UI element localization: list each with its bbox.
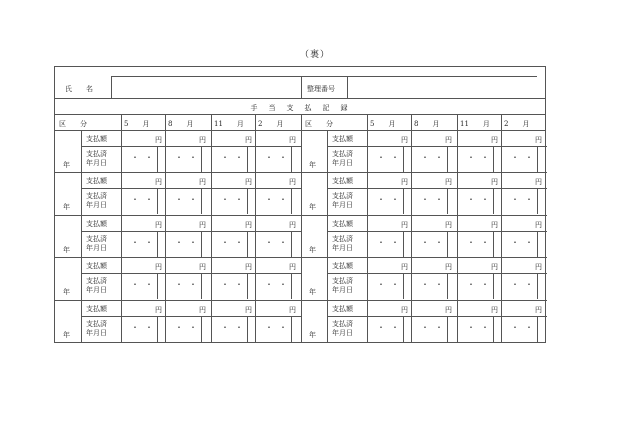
payment-amount-cell[interactable] — [165, 215, 209, 231]
year-label: 年 — [309, 245, 316, 254]
year-label: 年 — [63, 245, 70, 254]
month-header: 5 月 — [124, 120, 150, 128]
date-dots: ・・ — [175, 153, 203, 162]
payment-amount-cell[interactable] — [367, 257, 411, 273]
grid-line — [111, 76, 112, 98]
year-label: 年 — [63, 161, 70, 169]
yen-unit: 円 — [401, 178, 408, 187]
month-header: 11 月 — [214, 120, 244, 128]
payment-amount-cell[interactable] — [165, 257, 209, 273]
payment-amount-cell[interactable] — [255, 257, 299, 273]
payment-amount-cell[interactable] — [457, 300, 501, 316]
payment-amount-cell[interactable] — [255, 172, 299, 188]
payment-amount-label: 支払額 — [86, 135, 107, 143]
payment-amount-cell[interactable] — [501, 257, 545, 273]
payment-date-cell[interactable] — [165, 273, 209, 299]
date-dots: ・・ — [467, 322, 495, 332]
date-dots: ・・ — [221, 280, 249, 290]
date-dots: ・・ — [377, 280, 405, 290]
payment-date-label: 年月日 — [332, 243, 353, 252]
date-dots: ・・ — [131, 280, 159, 290]
payment-date-label: 支払済 — [86, 277, 107, 286]
yen-unit: 円 — [535, 136, 542, 144]
date-dots: ・・ — [511, 322, 539, 332]
payment-amount-cell[interactable] — [411, 215, 455, 231]
payment-date-label: 年月日 — [86, 159, 107, 167]
payment-date-cell[interactable] — [367, 231, 411, 257]
yen-unit: 円 — [491, 220, 498, 229]
payment-date-cell[interactable] — [457, 231, 501, 257]
date-dots: ・・ — [175, 195, 203, 205]
page-heading: （裏） — [299, 50, 330, 60]
payment-amount-label: 支払額 — [86, 262, 107, 271]
month-header: 2 月 — [258, 120, 284, 128]
payment-amount-cell[interactable] — [411, 300, 455, 316]
payment-amount-cell[interactable] — [367, 215, 411, 231]
yen-unit: 円 — [245, 220, 252, 229]
payment-amount-cell[interactable] — [255, 300, 299, 316]
year-label: 年 — [63, 330, 70, 339]
date-dots: ・・ — [265, 322, 293, 332]
month-header: 2 月 — [504, 120, 530, 128]
date-dots: ・・ — [511, 195, 539, 205]
yen-unit: 円 — [199, 263, 206, 272]
yen-unit: 円 — [491, 178, 498, 187]
payment-date-cell[interactable] — [457, 316, 501, 342]
grid-line — [55, 98, 545, 99]
payment-date-cell[interactable] — [165, 188, 209, 214]
name-field[interactable] — [111, 76, 301, 98]
yen-unit: 円 — [445, 178, 452, 187]
yen-unit: 円 — [199, 178, 206, 187]
date-dots: ・・ — [221, 195, 249, 205]
date-dots: ・・ — [421, 153, 449, 162]
payment-amount-cell[interactable] — [211, 257, 255, 273]
date-dots: ・・ — [175, 237, 203, 247]
payment-date-cell[interactable] — [501, 316, 545, 342]
yen-unit: 円 — [401, 305, 408, 314]
yen-unit: 円 — [289, 178, 296, 187]
payment-date-cell[interactable] — [255, 316, 299, 342]
date-dots: ・・ — [511, 237, 539, 247]
payment-date-label: 年月日 — [332, 159, 353, 167]
payment-date-cell[interactable] — [501, 188, 545, 214]
payment-date-label: 年月日 — [86, 201, 107, 210]
payment-amount-cell[interactable] — [121, 300, 165, 316]
payment-date-label: 年月日 — [86, 286, 107, 295]
payment-amount-cell[interactable] — [411, 130, 455, 146]
yen-unit: 円 — [445, 220, 452, 229]
date-dots: ・・ — [511, 153, 539, 162]
yen-unit: 円 — [535, 305, 542, 314]
payment-date-cell[interactable] — [121, 316, 165, 342]
yen-unit: 円 — [155, 305, 162, 314]
year-label: 年 — [309, 203, 316, 212]
yen-unit: 円 — [155, 263, 162, 272]
year-label: 年 — [63, 203, 70, 212]
payment-date-label: 年月日 — [332, 328, 353, 337]
yen-unit: 円 — [155, 178, 162, 187]
date-dots: ・・ — [221, 153, 249, 162]
yen-unit: 円 — [401, 263, 408, 272]
payment-amount-cell[interactable] — [121, 215, 165, 231]
grid-line — [327, 130, 328, 342]
payment-amount-label: 支払額 — [332, 304, 353, 313]
yen-unit: 円 — [289, 305, 296, 314]
payment-amount-cell[interactable] — [211, 172, 255, 188]
payment-amount-cell[interactable] — [165, 300, 209, 316]
yen-unit: 円 — [535, 263, 542, 272]
payment-date-cell[interactable] — [501, 273, 545, 299]
payment-amount-cell[interactable] — [121, 172, 165, 188]
payment-amount-cell[interactable] — [457, 215, 501, 231]
section-title: 手 当 支 払 記 録 — [250, 104, 350, 112]
date-dots: ・・ — [221, 322, 249, 332]
payment-amount-label: 支払額 — [332, 135, 353, 143]
year-label: 年 — [63, 288, 70, 297]
date-dots: ・・ — [377, 322, 405, 332]
grid-line — [301, 114, 302, 342]
yen-unit: 円 — [199, 220, 206, 229]
grid-line — [55, 114, 545, 115]
yen-unit: 円 — [245, 305, 252, 314]
payment-amount-label: 支払額 — [332, 177, 353, 186]
payment-date-cell[interactable] — [165, 231, 209, 257]
payment-amount-label: 支払額 — [86, 304, 107, 313]
payment-date-label: 年月日 — [332, 201, 353, 210]
yen-unit: 円 — [245, 263, 252, 272]
yen-unit: 円 — [535, 220, 542, 229]
payment-amount-cell[interactable] — [121, 130, 165, 146]
payment-date-label: 支払済 — [86, 150, 107, 158]
payment-date-cell[interactable] — [501, 146, 545, 172]
grid-line — [347, 76, 348, 98]
payment-date-cell[interactable] — [457, 146, 501, 172]
payment-date-label: 支払済 — [332, 277, 353, 286]
payment-amount-cell[interactable] — [165, 130, 209, 146]
yen-unit: 円 — [445, 263, 452, 272]
payment-date-cell[interactable] — [121, 273, 165, 299]
yen-unit: 円 — [245, 178, 252, 187]
payment-date-cell[interactable] — [165, 146, 209, 172]
payment-date-label: 支払済 — [86, 319, 107, 328]
payment-amount-cell[interactable] — [411, 172, 455, 188]
payment-amount-cell[interactable] — [501, 300, 545, 316]
yen-unit: 円 — [445, 305, 452, 314]
payment-amount-cell[interactable] — [211, 130, 255, 146]
payment-record-form — [54, 66, 546, 343]
id-number-field[interactable] — [347, 76, 537, 98]
payment-date-cell[interactable] — [411, 316, 455, 342]
payment-date-cell[interactable] — [501, 231, 545, 257]
yen-unit: 円 — [289, 263, 296, 272]
date-dots: ・・ — [377, 195, 405, 205]
payment-date-cell[interactable] — [211, 316, 255, 342]
payment-amount-cell[interactable] — [255, 215, 299, 231]
payment-amount-cell[interactable] — [255, 130, 299, 146]
date-dots: ・・ — [467, 280, 495, 290]
payment-amount-cell[interactable] — [457, 257, 501, 273]
payment-amount-label: 支払額 — [86, 177, 107, 186]
date-dots: ・・ — [377, 237, 405, 247]
month-header: 11 月 — [460, 120, 490, 128]
payment-amount-cell[interactable] — [501, 130, 545, 146]
yen-unit: 円 — [491, 305, 498, 314]
payment-date-cell[interactable] — [211, 188, 255, 214]
payment-date-label: 支払済 — [86, 234, 107, 243]
payment-amount-cell[interactable] — [501, 172, 545, 188]
payment-amount-cell[interactable] — [211, 215, 255, 231]
date-dots: ・・ — [421, 322, 449, 332]
payment-date-cell[interactable] — [411, 231, 455, 257]
payment-date-label: 年月日 — [86, 328, 107, 337]
division-header: 区 分 — [305, 120, 333, 128]
payment-amount-label: 支払額 — [332, 219, 353, 228]
year-label: 年 — [309, 161, 316, 169]
payment-amount-cell[interactable] — [165, 172, 209, 188]
date-dots: ・・ — [131, 153, 159, 162]
month-header: 8 月 — [168, 120, 194, 128]
payment-date-label: 支払済 — [332, 234, 353, 243]
date-dots: ・・ — [265, 237, 293, 247]
yen-unit: 円 — [401, 220, 408, 229]
payment-amount-cell[interactable] — [211, 300, 255, 316]
payment-date-cell[interactable] — [367, 316, 411, 342]
payment-date-cell[interactable] — [211, 273, 255, 299]
payment-date-cell[interactable] — [165, 316, 209, 342]
yen-unit: 円 — [199, 305, 206, 314]
payment-date-cell[interactable] — [411, 188, 455, 214]
payment-date-cell[interactable] — [367, 188, 411, 214]
payment-amount-cell[interactable] — [121, 257, 165, 273]
month-header: 8 月 — [414, 120, 440, 128]
yen-unit: 円 — [535, 178, 542, 187]
yen-unit: 円 — [289, 136, 296, 144]
year-label: 年 — [309, 288, 316, 297]
payment-date-cell[interactable] — [411, 146, 455, 172]
yen-unit: 円 — [491, 263, 498, 272]
payment-date-label: 支払済 — [332, 192, 353, 201]
payment-date-label: 年月日 — [86, 243, 107, 252]
yen-unit: 円 — [491, 136, 498, 144]
date-dots: ・・ — [131, 195, 159, 205]
id-number-label: 整理番号 — [307, 85, 335, 93]
payment-date-cell[interactable] — [121, 188, 165, 214]
payment-amount-cell[interactable] — [367, 172, 411, 188]
date-dots: ・・ — [421, 237, 449, 247]
grid-line — [81, 130, 82, 342]
payment-amount-label: 支払額 — [86, 219, 107, 228]
yen-unit: 円 — [199, 136, 206, 144]
date-dots: ・・ — [265, 195, 293, 205]
payment-date-cell[interactable] — [211, 146, 255, 172]
date-dots: ・・ — [265, 153, 293, 162]
date-dots: ・・ — [265, 280, 293, 290]
yen-unit: 円 — [289, 220, 296, 229]
date-dots: ・・ — [131, 237, 159, 247]
date-dots: ・・ — [511, 280, 539, 290]
payment-amount-cell[interactable] — [457, 172, 501, 188]
payment-amount-cell[interactable] — [457, 130, 501, 146]
payment-date-cell[interactable] — [255, 231, 299, 257]
payment-date-label: 支払済 — [332, 319, 353, 328]
payment-date-cell[interactable] — [411, 273, 455, 299]
name-label: 氏 名 — [65, 85, 93, 93]
payment-date-cell[interactable] — [121, 231, 165, 257]
yen-unit: 円 — [155, 136, 162, 144]
division-header: 区 分 — [59, 120, 87, 128]
yen-unit: 円 — [155, 220, 162, 229]
yen-unit: 円 — [245, 136, 252, 144]
payment-date-label: 支払済 — [332, 150, 353, 158]
payment-amount-cell[interactable] — [411, 257, 455, 273]
payment-date-cell[interactable] — [367, 273, 411, 299]
payment-date-cell[interactable] — [457, 188, 501, 214]
payment-date-label: 支払済 — [86, 192, 107, 201]
payment-amount-label: 支払額 — [332, 262, 353, 271]
payment-amount-cell[interactable] — [367, 300, 411, 316]
payment-date-cell[interactable] — [457, 273, 501, 299]
grid-line — [301, 76, 302, 98]
payment-date-cell[interactable] — [367, 146, 411, 172]
date-dots: ・・ — [175, 322, 203, 332]
year-label: 年 — [309, 330, 316, 339]
date-dots: ・・ — [421, 195, 449, 205]
date-dots: ・・ — [467, 237, 495, 247]
payment-date-cell[interactable] — [255, 273, 299, 299]
payment-date-cell[interactable] — [255, 146, 299, 172]
payment-date-label: 年月日 — [332, 286, 353, 295]
payment-date-cell[interactable] — [211, 231, 255, 257]
date-dots: ・・ — [467, 153, 495, 162]
date-dots: ・・ — [421, 280, 449, 290]
payment-amount-cell[interactable] — [367, 130, 411, 146]
month-header: 5 月 — [370, 120, 396, 128]
payment-date-cell[interactable] — [121, 146, 165, 172]
date-dots: ・・ — [221, 237, 249, 247]
date-dots: ・・ — [131, 322, 159, 332]
date-dots: ・・ — [467, 195, 495, 205]
yen-unit: 円 — [401, 136, 408, 144]
date-dots: ・・ — [175, 280, 203, 290]
payment-amount-cell[interactable] — [501, 215, 545, 231]
payment-date-cell[interactable] — [255, 188, 299, 214]
yen-unit: 円 — [445, 136, 452, 144]
date-dots: ・・ — [377, 153, 405, 162]
grid-line — [111, 76, 537, 77]
